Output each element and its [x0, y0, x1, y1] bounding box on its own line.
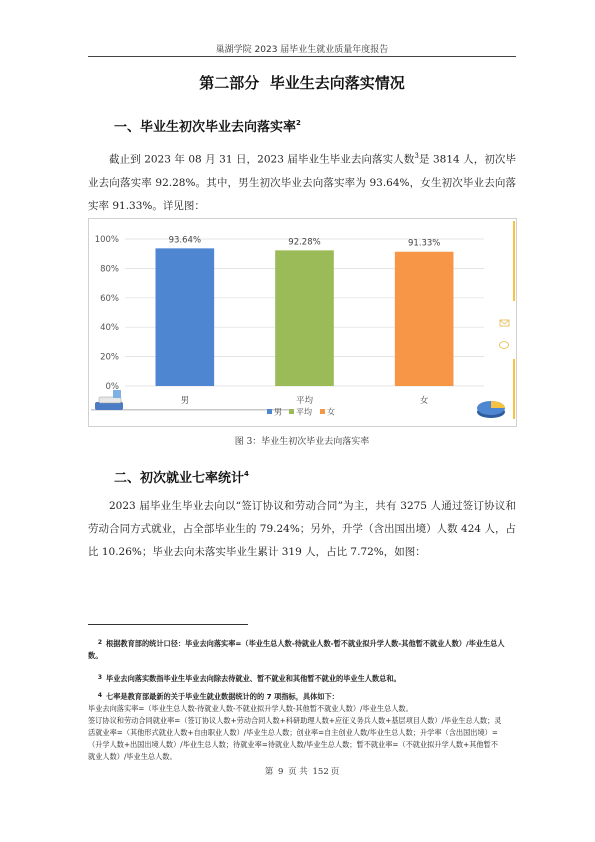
- footnote-ref-4[interactable]: 4: [244, 470, 249, 478]
- y-tick-label: 100%: [94, 235, 119, 245]
- data-label: 91.33%: [407, 238, 441, 249]
- section-1-paragraph: [88, 145, 516, 218]
- data-label: 93.64%: [168, 235, 202, 246]
- legend-swatch: [320, 409, 325, 414]
- page-current: 9: [277, 767, 284, 777]
- section-2-paragraph: 2023 届毕业生毕业去向以“签订协议和劳动合同”为主，共有 3275 人通过签订协议和劳动合同方式就业，占全部毕业生的 79.24%；另外，升学（含出国出境）人数 424 人，占比 10.26%；毕业去向未落实毕业生累计 319 人，占比 7.72%，如图：: [88, 500, 516, 558]
- footnote-number: 3: [97, 674, 102, 681]
- section-1-title-text: 一、毕业生初次毕业去向落实率: [114, 120, 297, 135]
- y-tick-label: 0%: [105, 382, 119, 392]
- page-header: 巢湖学院 2023 届毕业生就业质量年度报告: [215, 45, 389, 55]
- part-title: 第二部分 毕业生去向落实情况: [199, 74, 405, 92]
- footnote-text: 根据教育部的统计口径：毕业去向落实率=（毕业生总人数-待就业人数-暂不就业拟升学人数-其他暂不就业人数）/毕业生总人数。: [88, 639, 505, 660]
- para-text-a: 截止到 2023 年 08 月 31 日，2023 届毕业生毕业去向落实人数: [109, 153, 415, 166]
- decor-bar-right-lower: [513, 359, 515, 419]
- rate-chart: [88, 218, 517, 427]
- footnote-4-line2: 签订协议和劳动合同就业率=（签订协议人数+劳动合同人数+科研助理人数+应征义务兵人数+基层项目人数）/毕业生总人数；灵活就业率=（其他形式就业人数+自由职业人数）/毕业生总人数；创业率=自主创业人数/毕业生总人数；升学率（含出国出境）=（升学人数+出国出境人数）/毕业生总人数；待就业率=待就业人数/毕业生总人数；暂不就业率=（不就业拟升学人数+其他暂不就业人数）/毕业生总人数。: [88, 716, 502, 761]
- y-tick-label: 40%: [100, 323, 119, 334]
- footnote-3: [88, 672, 516, 685]
- footnote-4-line1: 毕业去向落实率=（毕业生总人数-待就业人数-不就业拟升学人数-其他暂不就业人数）/毕业生总人数。: [88, 704, 413, 713]
- bar-0: [156, 248, 215, 386]
- section-1-title: [114, 116, 301, 135]
- x-tick-label: 女: [419, 396, 429, 406]
- decor-bar-right: [513, 221, 515, 301]
- bar-series: [156, 235, 454, 386]
- book-illustration-icon: [95, 390, 123, 410]
- bar-1: [275, 250, 334, 386]
- legend-label: 男: [274, 407, 282, 417]
- footnote-text: 毕业去向落实数指毕业生毕业去向除去待就业、暂不就业和其他暂不就业的毕业生人数总和。: [106, 674, 401, 683]
- chat-bubble-icon: [500, 342, 509, 349]
- data-label: 92.28%: [288, 237, 321, 248]
- footnote-number: 2: [97, 639, 102, 646]
- figure-caption: 图 3：毕业生初次毕业去向落实率: [234, 437, 370, 447]
- page-prefix: 第: [264, 767, 274, 777]
- footnote-number: 4: [97, 692, 102, 699]
- page-total: 152: [312, 767, 329, 777]
- legend-label: 女: [327, 407, 335, 417]
- footnote-text: 七率是教育部最新的关于毕业生就业数据统计的的 7 项指标，具体如下：: [106, 692, 339, 701]
- footnote-ref-3[interactable]: 3: [414, 152, 419, 160]
- legend-label: 平均: [296, 407, 312, 417]
- y-tick-label: 60%: [100, 293, 119, 304]
- section-2-title-text: 二、初次就业七率统计: [114, 471, 245, 486]
- bar-2: [395, 252, 454, 386]
- y-tick-label: 20%: [100, 352, 119, 363]
- page-number: [88, 765, 516, 777]
- para-text-b: 是 3814 人，初次毕业去向落实率 92.28%。其中，男生初次毕业去向落实率为 93.64%，女生初次毕业去向落实率 91.33%。详见图：: [88, 153, 516, 212]
- pie-illustration-icon: [477, 401, 505, 418]
- y-axis-ticks: [95, 235, 119, 392]
- mail-icon: [500, 320, 509, 326]
- page-mid: 页 共: [288, 767, 308, 777]
- y-tick-label: 80%: [100, 264, 119, 275]
- header-rule: [88, 56, 516, 57]
- x-tick-label: 平均: [295, 396, 314, 406]
- legend-swatch: [267, 409, 272, 414]
- footnote-ref-2[interactable]: 2: [296, 119, 301, 127]
- section-2-title: [114, 467, 249, 486]
- chart-canvas: [89, 219, 516, 426]
- footnote-4: [88, 690, 516, 703]
- chart-legend: [267, 407, 335, 417]
- footnote-rule: [88, 624, 248, 625]
- x-tick-label: 男: [180, 396, 190, 406]
- page-suffix: 页: [330, 767, 340, 777]
- x-axis-labels: [181, 395, 429, 406]
- footnote-2: [88, 637, 516, 662]
- legend-swatch: [289, 409, 294, 414]
